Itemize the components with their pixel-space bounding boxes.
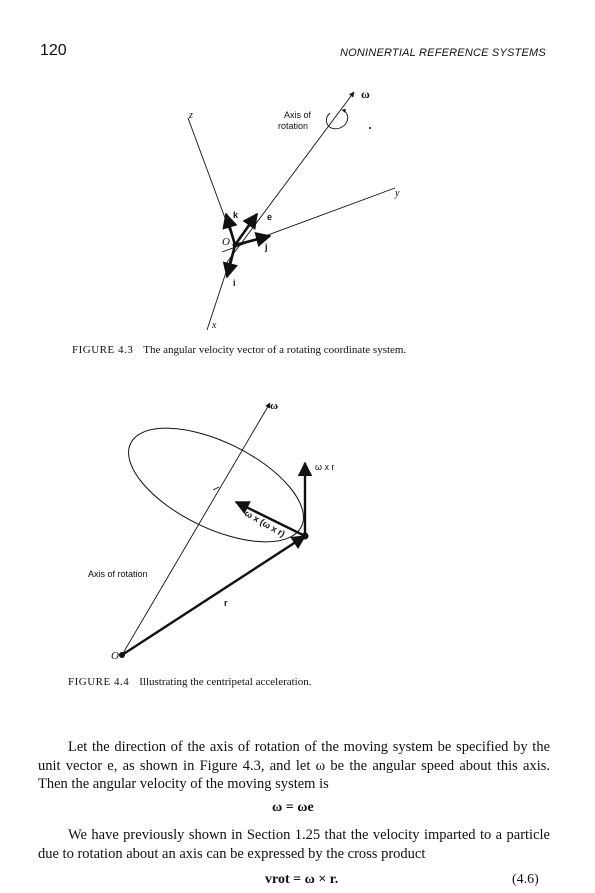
omega-cross-r-label: ω x r [315, 462, 335, 472]
origin-label: O [222, 236, 230, 248]
caption-label: FIGURE 4.4 [68, 676, 130, 688]
rotation-loop [326, 110, 347, 129]
e-label: e [267, 212, 273, 222]
paragraph-1: Let the direction of the axis of rotation of the moving system be specified by the unit vector e, as shown in Figure 4.3, and let ω be the angular speed about this axis. Then the angular velocity of the moving system is [38, 739, 550, 792]
equation-2-number: (4.6) [512, 872, 539, 887]
equation-1: ω = ωe [272, 800, 314, 815]
r-label: r [224, 598, 228, 608]
fig44-omega-label: ω [270, 400, 279, 412]
fig44-axis-of-rotation-label: Axis of rotation [88, 569, 148, 579]
axis-of-rotation-line2: rotation [278, 121, 309, 131]
rotation-ellipse [112, 405, 320, 566]
y-axis-label: y [395, 188, 400, 199]
omega-cross-omega-cross-r-label: ω x (ω x r) [243, 508, 287, 540]
omega-label: ω [361, 87, 370, 101]
caption-label: FIGURE 4.3 [72, 344, 134, 356]
paragraph-2: We have previously shown in Section 1.25 that the velocity imparted to a particle due to rotation about an axis can be expressed by the cross product [38, 827, 550, 862]
caption-text: The angular velocity vector of a rotating coordinate system. [143, 344, 407, 356]
equation-2: vrot = ω × r. [265, 872, 339, 887]
axis-of-rotation-line1: Axis of [284, 110, 312, 120]
caption-text: Illustrating the centripetal acceleration. [139, 676, 312, 688]
z-axis-label: z [189, 110, 193, 121]
z-axis-line [188, 118, 235, 245]
j-label: j [265, 242, 268, 252]
x-axis-label: x [212, 320, 217, 331]
r-vector [122, 536, 305, 655]
page-number: 120 [40, 42, 67, 59]
fig44-origin-label: O [111, 650, 119, 662]
i-label: i [233, 278, 236, 288]
running-title: NONINERTIAL REFERENCE SYSTEMS [340, 47, 546, 59]
k-label: k [233, 210, 239, 220]
figure-4-4-caption [68, 676, 312, 688]
figure-4-3-caption [72, 344, 406, 356]
fig44-axis-line [122, 403, 270, 655]
